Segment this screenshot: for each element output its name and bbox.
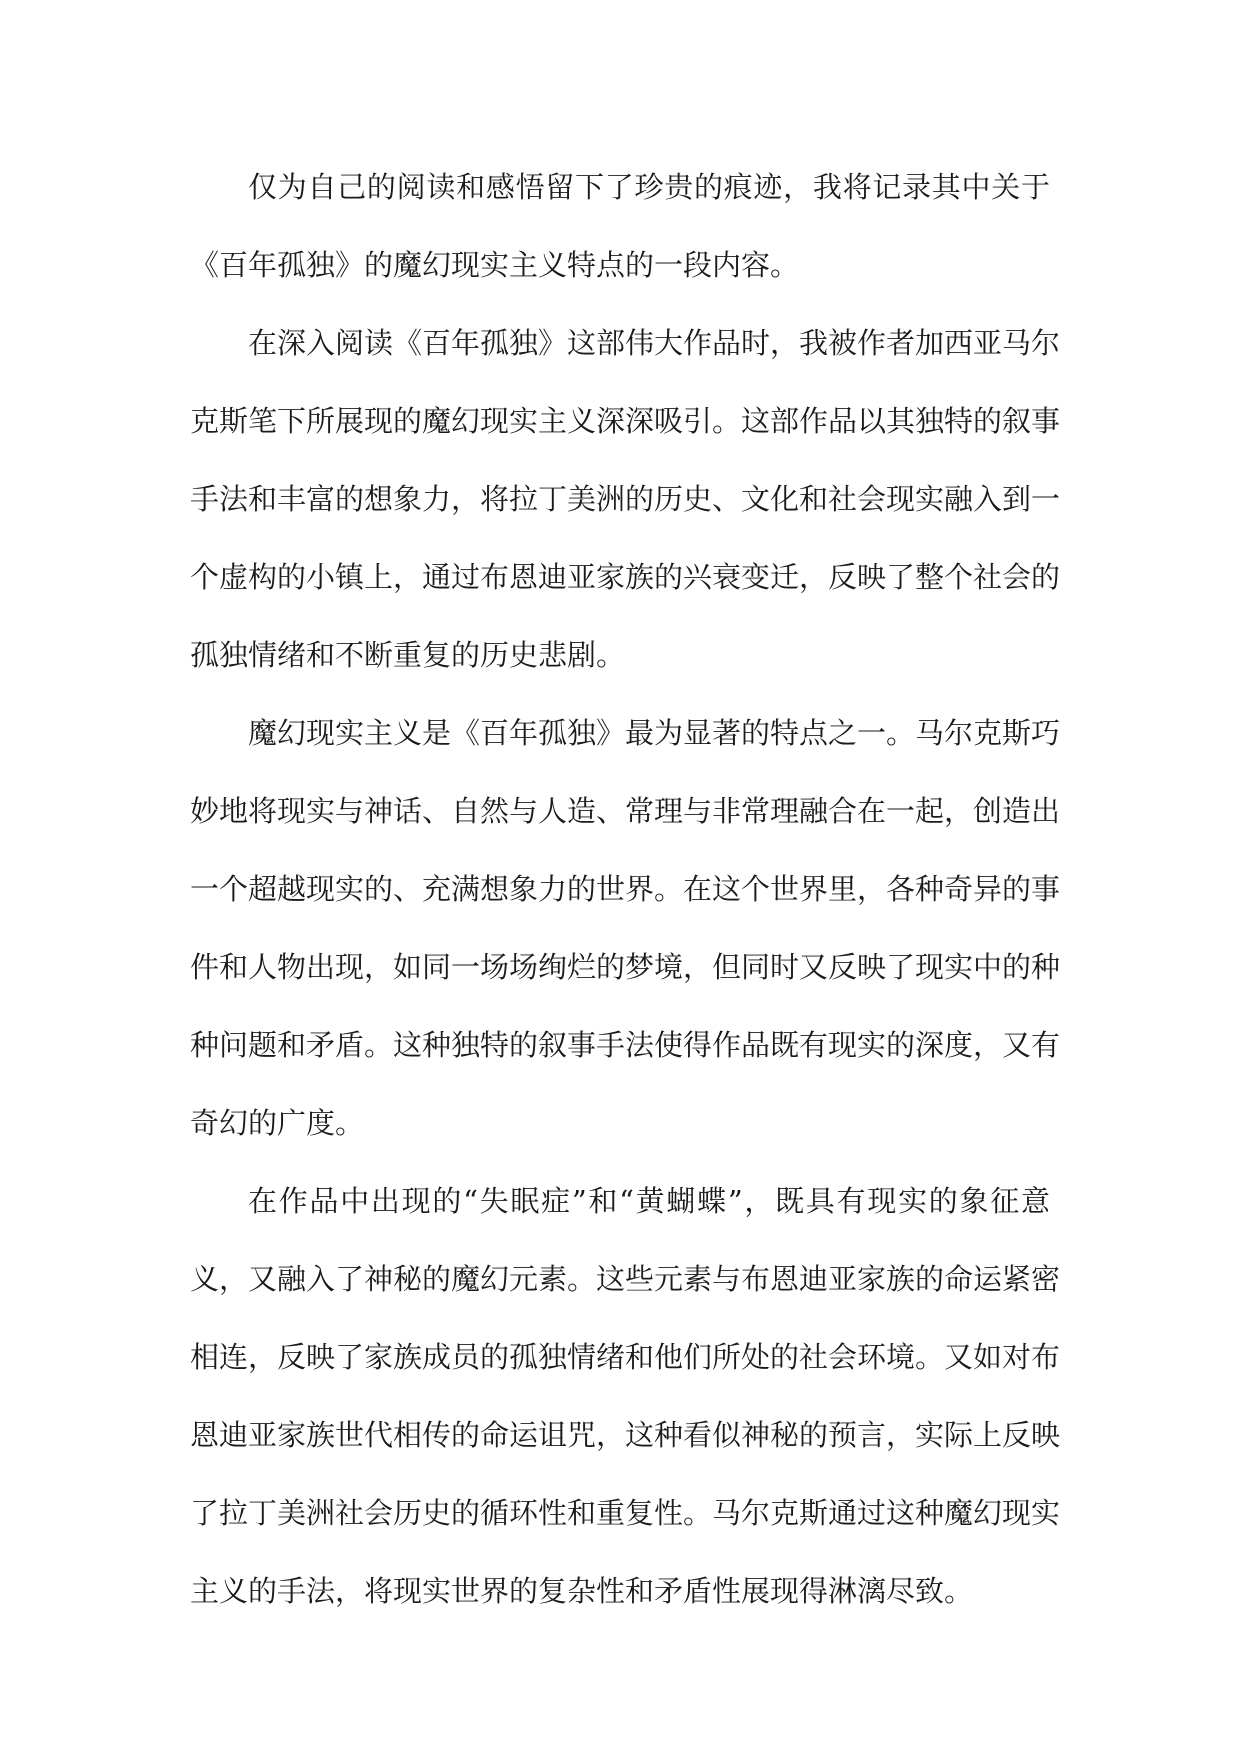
text-line: 义，又融入了神秘的魔幻元素。这些元素与布恩迪亚家族的命运紧密 [190,1262,1061,1296]
text-line: 相连，反映了家族成员的孤独情绪和他们所处的社会环境。又如对布 [190,1340,1061,1374]
text-line: 个虚构的小镇上，通过布恩迪亚家族的兴衰变迁，反映了整个社会的 [190,560,1061,594]
text-line: 种问题和矛盾。这种独特的叙事手法使得作品既有现实的深度，又有 [190,1028,1061,1062]
text-line: 妙地将现实与神话、自然与人造、常理与非常理融合在一起，创造出 [190,794,1061,828]
text-line: 手法和丰富的想象力，将拉丁美洲的历史、文化和社会现实融入到一 [190,482,1061,516]
text-line: 孤独情绪和不断重复的历史悲剧。 [190,638,626,672]
text-line: 魔幻现实主义是《百年孤独》最为显著的特点之一。马尔克斯巧 [248,716,1061,750]
text-line: 仅为自己的阅读和感悟留下了珍贵的痕迹，我将记录其中关于 [248,170,1050,204]
text-line: 件和人物出现，如同一场场绚烂的梦境，但同时又反映了现实中的种 [190,950,1061,984]
text-line: 克斯笔下所展现的魔幻现实主义深深吸引。这部作品以其独特的叙事 [190,404,1061,438]
text-line: 奇幻的广度。 [190,1106,365,1140]
text-line: 了拉丁美洲社会历史的循环性和重复性。马尔克斯通过这种魔幻现实 [190,1496,1061,1530]
text-line: 《百年孤独》的魔幻现实主义特点的一段内容。 [190,248,800,282]
text-line: 一个超越现实的、充满想象力的世界。在这个世界里，各种奇异的事 [190,872,1061,906]
body-text [190,148,1061,1630]
text-line: 在作品中出现的“失眠症”和“黄蝴蝶”，既具有现实的象征意 [248,1184,1050,1218]
text-line: 在深入阅读《百年孤独》这部伟大作品时，我被作者加西亚马尔 [248,326,1061,360]
text-line: 恩迪亚家族世代相传的命运诅咒，这种看似神秘的预言，实际上反映 [190,1418,1061,1452]
text-line: 主义的手法，将现实世界的复杂性和矛盾性展现得淋漓尽致。 [190,1574,974,1608]
